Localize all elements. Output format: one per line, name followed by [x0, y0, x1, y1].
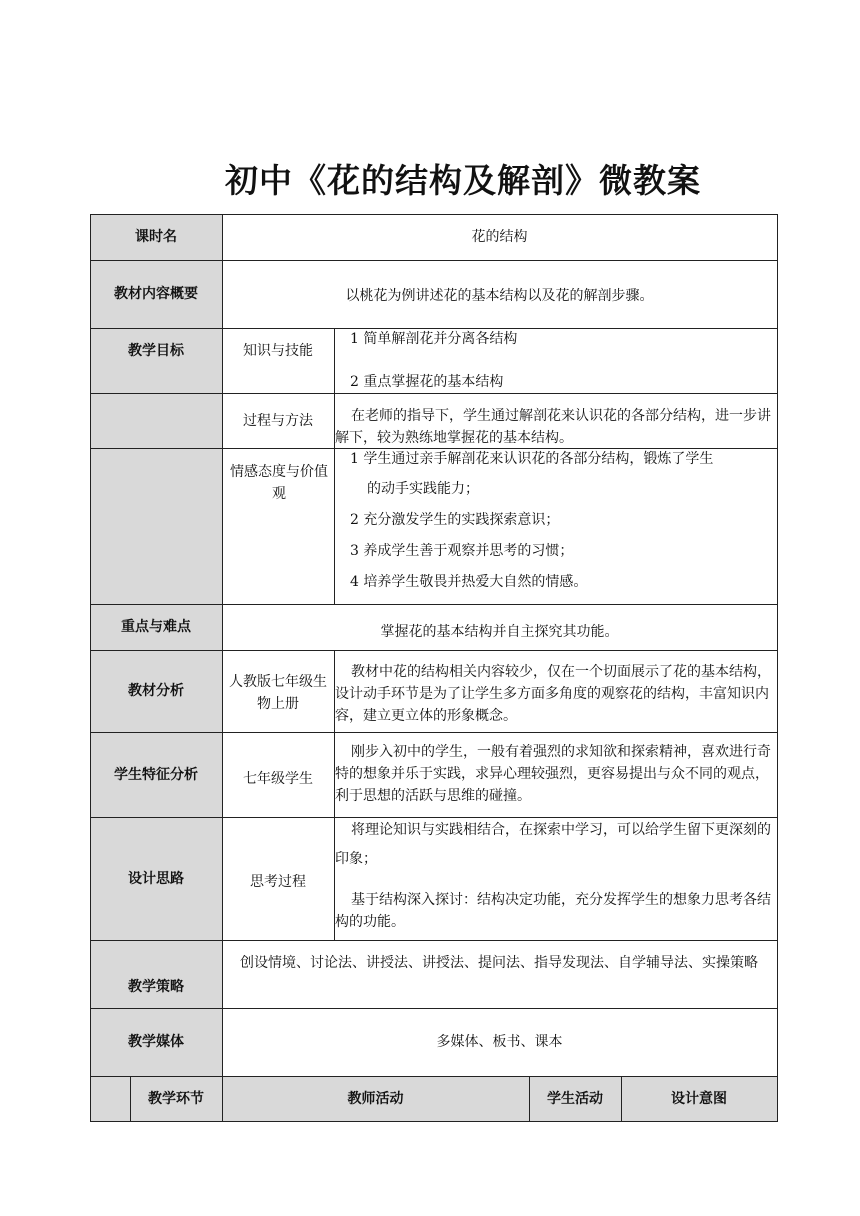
student-analysis-text: 刚步入初中的学生，一般有着强烈的求知欲和探索精神，喜欢进行奇特的想象并乐于实践，求异心理较强烈，更容易提出与众不同的观点，利于思想的活跃与思维的碰撞。	[335, 744, 771, 804]
material-analysis-text: 教材中花的结构相关内容较少，仅在一个切面展示了花的基本结构，设计动手环节是为了让学生多方面多角度的观察花的结构，丰富知识内容，建立更立体的形象概念。	[335, 664, 771, 724]
header-teacher-activity: 教师活动	[222, 1076, 529, 1121]
media-value: 多媒体、板书、课本	[436, 1034, 563, 1050]
label-media: 教学媒体	[90, 1008, 222, 1076]
emotion-item-4: 4 培养学生敬畏并热爱大自然的情感。	[350, 574, 588, 590]
design-thinking-label: 思考过程	[250, 874, 306, 890]
label-key-points: 重点与难点	[90, 604, 222, 650]
label-material-analysis: 教材分析	[90, 650, 222, 732]
label-lesson-name: 课时名	[90, 214, 222, 260]
knowledge-item-2: 2 重点掌握花的基本结构	[350, 374, 504, 390]
label-teaching-goals: 教学目标	[128, 343, 184, 359]
emotion-item-2: 2 充分激发学生的实践探索意识；	[350, 512, 560, 528]
material-edition: 人教版七年级生物上册	[229, 674, 327, 712]
emotion-label: 情感态度与价值观	[230, 464, 328, 502]
header-stage: 教学环节	[130, 1076, 222, 1121]
knowledge-skills-label: 知识与技能	[243, 343, 313, 359]
label-strategy: 教学策略	[128, 979, 184, 995]
label-student-analysis: 学生特征分析	[90, 732, 222, 817]
lesson-name-value: 花的结构	[471, 229, 528, 245]
key-points-value: 掌握花的基本结构并自主探究其功能。	[380, 624, 619, 640]
header-student-activity: 学生活动	[529, 1076, 621, 1121]
emotion-item-1-line-2: 的动手实践能力；	[367, 481, 479, 497]
process-method-text: 在老师的指导下，学生通过解剖花来认识花的各部分结构，进一步讲解下，较为熟练地掌握花的基本结构。	[335, 408, 771, 446]
emotion-item-3: 3 养成学生善于观察并思考的习惯；	[350, 543, 574, 559]
content-overview-value: 以桃花为例讲述花的基本结构以及花的解剖步骤。	[345, 288, 654, 304]
emotion-item-1-line-1: 1 学生通过亲手解剖花来认识花的各部分结构，锻炼了学生	[350, 451, 714, 467]
label-content-overview: 教材内容概要	[90, 260, 222, 328]
page-title: 初中《花的结构及解剖》微教案	[225, 161, 701, 200]
stage-corner-cell	[90, 1076, 130, 1121]
knowledge-item-1: 1 简单解剖花并分离各结构	[350, 331, 518, 347]
header-design-intent: 设计意图	[621, 1076, 777, 1121]
student-grade: 七年级学生	[243, 771, 313, 787]
label-design: 设计思路	[90, 817, 222, 940]
strategy-value: 创设情境、讨论法、讲授法、讲授法、提问法、指导发现法、自学辅导法、实操策略	[240, 955, 758, 971]
design-para-2: 基于结构深入探讨：结构决定功能，充分发挥学生的想象力思考各结构的功能。	[335, 892, 771, 930]
design-para-1: 将理论知识与实践相结合，在探索中学习，可以给学生留下更深刻的印象；	[335, 822, 771, 867]
process-method-label: 过程与方法	[243, 412, 313, 429]
